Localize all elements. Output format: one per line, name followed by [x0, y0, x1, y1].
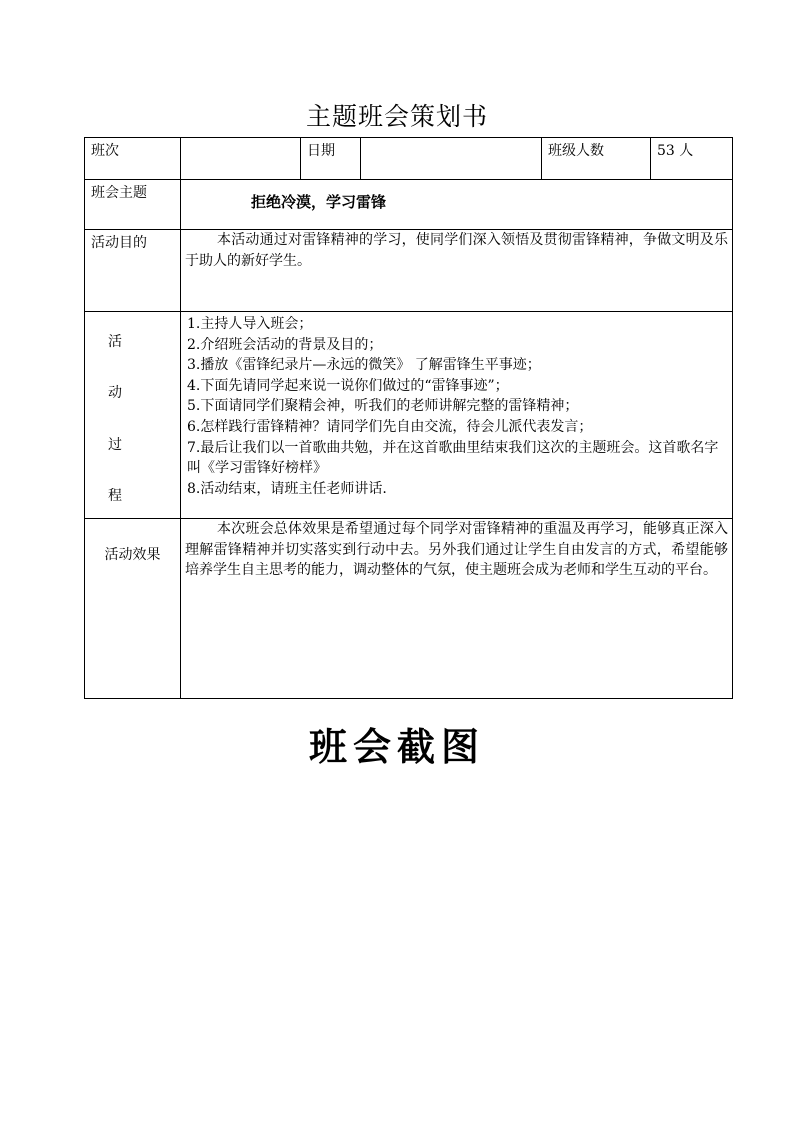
purpose-row: [85, 230, 733, 312]
page-title: 主题班会策划书: [305, 102, 488, 131]
process-step: 1.主持人导入班会；: [187, 316, 313, 332]
class-count-value: 53 人: [651, 138, 733, 180]
process-label: [85, 312, 145, 507]
process-step: 7.最后让我们以一首歌曲共勉，并在这首歌曲里结束我们这次的主题班会。这首歌名字叫《学习雷锋好榜样》: [187, 439, 719, 477]
date-label: 日期: [301, 138, 361, 180]
process-step: 8.活动结束，请班主任老师讲话.: [187, 480, 387, 497]
effect-text: 本次班会总体效果是希望通过每个同学对雷锋精神的重温及再学习，能够真正深入理解雷锋精神并切实落实到行动中去。另外我们通过让学生自由发言的方式，希望能够培养学生自主思考的能力，调动整体的气氛，使主题班会成为老师和学生互动的平台。: [185, 521, 728, 579]
theme-value: 拒绝冷漠，学习雷锋: [251, 193, 387, 211]
purpose-label: 活动目的: [85, 230, 181, 312]
process-step: 4.下面先请同学起来说一说你们做过的“雷锋事迹”；: [187, 377, 509, 394]
process-label-cell: [85, 312, 181, 519]
purpose-text: 本活动通过对雷锋精神的学习，使同学们深入领悟及贯彻雷锋精神，争做文明及乐于助人的新好学生。: [185, 232, 728, 269]
process-step: 5.下面请同学们聚精会神，听我们的老师讲解完整的雷锋精神；: [187, 398, 579, 415]
class-value-cell[interactable]: [181, 138, 301, 180]
effect-label: 活动效果: [85, 519, 181, 699]
plan-table: [84, 137, 733, 699]
process-label-char: 程: [108, 488, 122, 505]
date-value-cell[interactable]: [361, 138, 542, 180]
theme-label: 班会主题: [85, 180, 181, 230]
effect-row: [85, 519, 733, 699]
process-label-char: 活: [108, 334, 122, 350]
process-label-char: 过: [108, 436, 122, 453]
class-label: 班次: [85, 138, 181, 180]
screenshot-heading: 班会截图: [308, 724, 485, 769]
purpose-cell: [181, 230, 733, 312]
theme-row: [85, 180, 733, 230]
process-step: 3.播放《雷锋纪录片—永远的微笑》 了解雷锋生平事迹；: [187, 357, 541, 374]
process-steps: [181, 312, 732, 499]
class-count-label: 班级人数: [542, 138, 651, 180]
process-cell: [181, 312, 733, 519]
process-label-char: 动: [108, 385, 122, 402]
theme-value-cell: [181, 180, 733, 230]
header-row: [85, 138, 733, 180]
effect-cell: [181, 519, 733, 699]
process-step: 2.介绍班会活动的背景及目的；: [187, 336, 383, 353]
process-row: [85, 312, 733, 519]
process-step: 6.怎样践行雷锋精神？请同学们先自由交流，待会儿派代表发言；: [187, 418, 593, 435]
